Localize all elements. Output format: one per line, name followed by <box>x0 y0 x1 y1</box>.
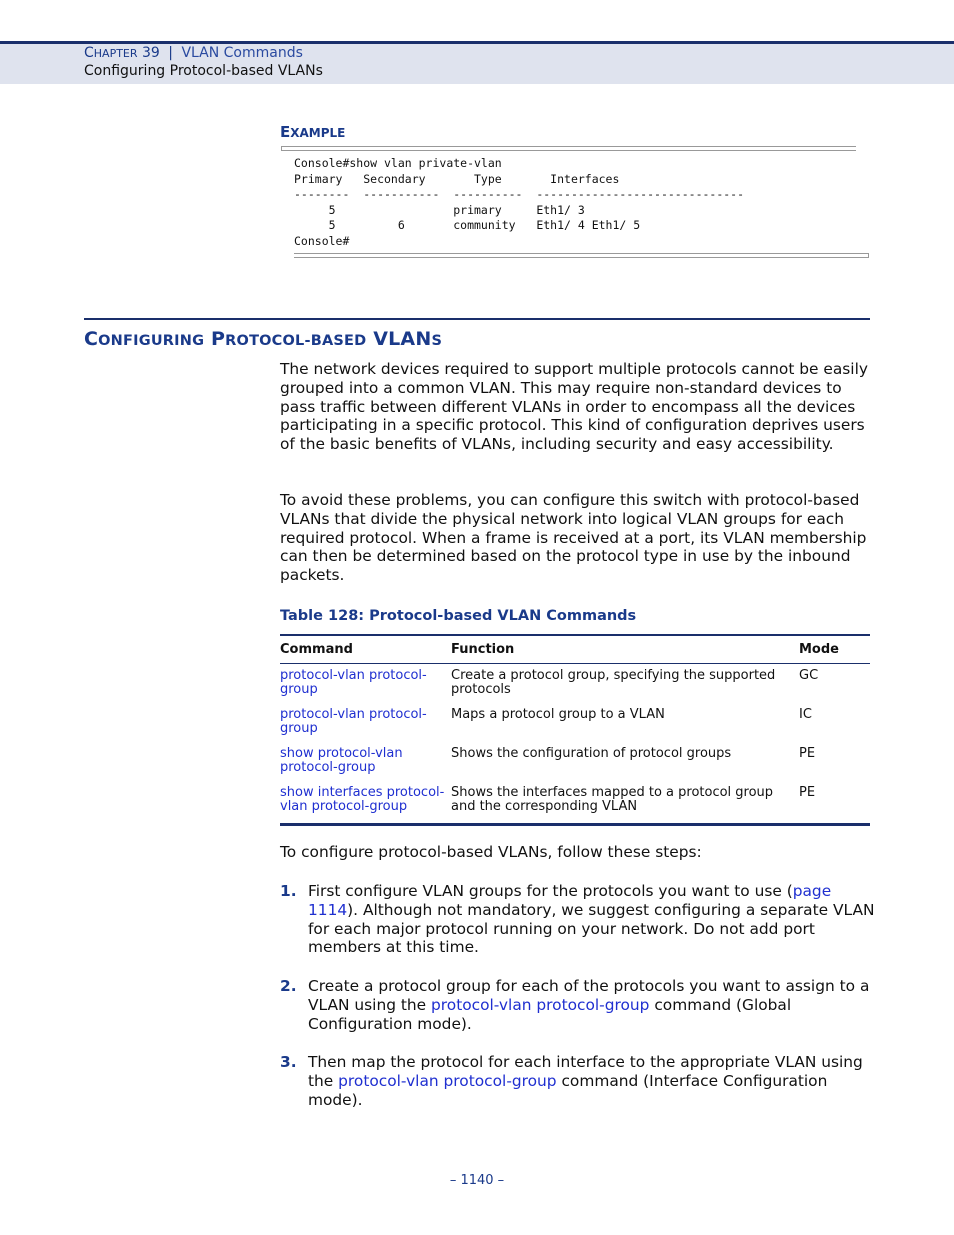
mode-cell: PE <box>799 746 816 761</box>
mode-cell: IC <box>799 707 812 722</box>
step-text <box>308 882 876 957</box>
command-link[interactable]: protocol-vlan protocol-group <box>280 668 427 697</box>
table-row <box>280 664 870 703</box>
heading-part: ROTOCOL <box>225 333 305 349</box>
heading-part: VLAN <box>373 328 432 350</box>
table-row <box>280 742 870 781</box>
example-heading <box>280 123 345 141</box>
step-text-part: command (Global Configuration mode). <box>308 995 792 1033</box>
column-header-command: Command <box>280 642 353 657</box>
heading-part: S <box>431 333 443 349</box>
step-text-part: Then map the protocol for each interface to the appropriate VLAN using the <box>308 1053 863 1090</box>
heading-part: P <box>211 328 226 350</box>
step-text <box>308 1053 876 1109</box>
step-text-part: command (Interface Configuration mode). <box>308 1071 828 1109</box>
command-reference-link[interactable]: protocol-vlan protocol-group <box>431 995 650 1014</box>
section-rule <box>84 318 870 320</box>
column-header-mode: Mode <box>799 642 839 657</box>
command-link[interactable]: show interfaces protocol-vlan protocol-group <box>280 785 445 814</box>
step-text-part: Create a protocol group for each of the protocols you want to assign to a VLAN using the <box>308 977 870 1014</box>
function-cell: Maps a protocol group to a VLAN <box>451 707 665 722</box>
heading-part: C <box>84 328 99 350</box>
command-link[interactable]: protocol-vlan protocol-group <box>280 707 427 736</box>
example-heading-initial: E <box>280 123 291 141</box>
section-heading <box>84 328 442 350</box>
table-row <box>280 781 870 823</box>
code-example-box <box>281 146 869 263</box>
function-cell: Shows the interfaces mapped to a protocol group and the corresponding VLAN <box>451 785 774 814</box>
heading-part: - <box>304 333 311 349</box>
step-text-part: ). Although not mandatory, we suggest configuring a separate VLAN for each major protocol running on your network. Do not add port members at this time. <box>308 900 875 957</box>
step-text-part: First configure VLAN groups for the protocols you want to use ( <box>308 882 793 900</box>
mode-cell: GC <box>799 668 819 683</box>
page-link[interactable]: page 1114 <box>308 882 832 919</box>
chapter-label-rest: HAPTER <box>93 47 138 60</box>
step-number: 2. <box>280 977 297 995</box>
heading-part: BASED <box>310 333 367 349</box>
step-text <box>308 977 876 1033</box>
chapter-label-initial: C <box>84 45 94 61</box>
command-link[interactable]: show protocol-vlan protocol-group <box>280 746 403 775</box>
header-separator: | <box>168 45 173 61</box>
paragraph-steps-intro: To configure protocol-based VLANs, follow these steps: <box>280 843 702 861</box>
mode-cell: PE <box>799 785 816 800</box>
page-number: – 1140 – <box>449 1173 505 1188</box>
chapter-title: VLAN Commands <box>181 45 303 61</box>
function-cell: Create a protocol group, specifying the supported protocols <box>451 668 776 697</box>
code-listing: Console#show vlan private-vlan Primary Secondary Type Interfaces -------- ----------- ---------- ------------------------------ 5 primary Eth1/ 3 5 6 community Eth1/ 4 Eth1/ 5 Console# <box>294 156 745 248</box>
example-heading-rest: XAMPLE <box>290 126 346 140</box>
code-box-bottom-border <box>294 253 869 258</box>
column-header-function: Function <box>451 642 515 657</box>
code-box-top-border <box>281 146 856 151</box>
chapter-number: 39 <box>141 45 160 61</box>
paragraph-problems: To avoid these problems, you can configure this switch with protocol-based VLANs that divide the physical network into logical VLAN groups for each required protocol. When a frame is received at a port, its VLAN membership can then be determined based on the protocol type in use by the inbound packets. <box>280 491 867 585</box>
step-number: 1. <box>280 882 297 900</box>
header-subtitle: Configuring Protocol-based VLANs <box>84 63 323 79</box>
paragraph-intro: The network devices required to support multiple protocols cannot be easily grouped into a common VLAN. This may require non-standard devices to pass traffic between different VLANs in order to encompass all the devices participating in a specific protocol. This kind of configuration deprives users of the basic benefits of VLANs, including security and easy accessibility. <box>280 360 868 454</box>
step-number: 3. <box>280 1053 297 1071</box>
table-row <box>280 703 870 742</box>
function-cell: Shows the configuration of protocol groups <box>451 746 732 761</box>
commands-table <box>280 634 870 826</box>
chapter-line <box>84 45 303 61</box>
heading-part: ONFIGURING <box>98 333 205 349</box>
table-header-row <box>280 636 870 664</box>
table-caption: Table 128: Protocol-based VLAN Commands <box>280 608 637 624</box>
command-reference-link[interactable]: protocol-vlan protocol-group <box>338 1071 557 1090</box>
